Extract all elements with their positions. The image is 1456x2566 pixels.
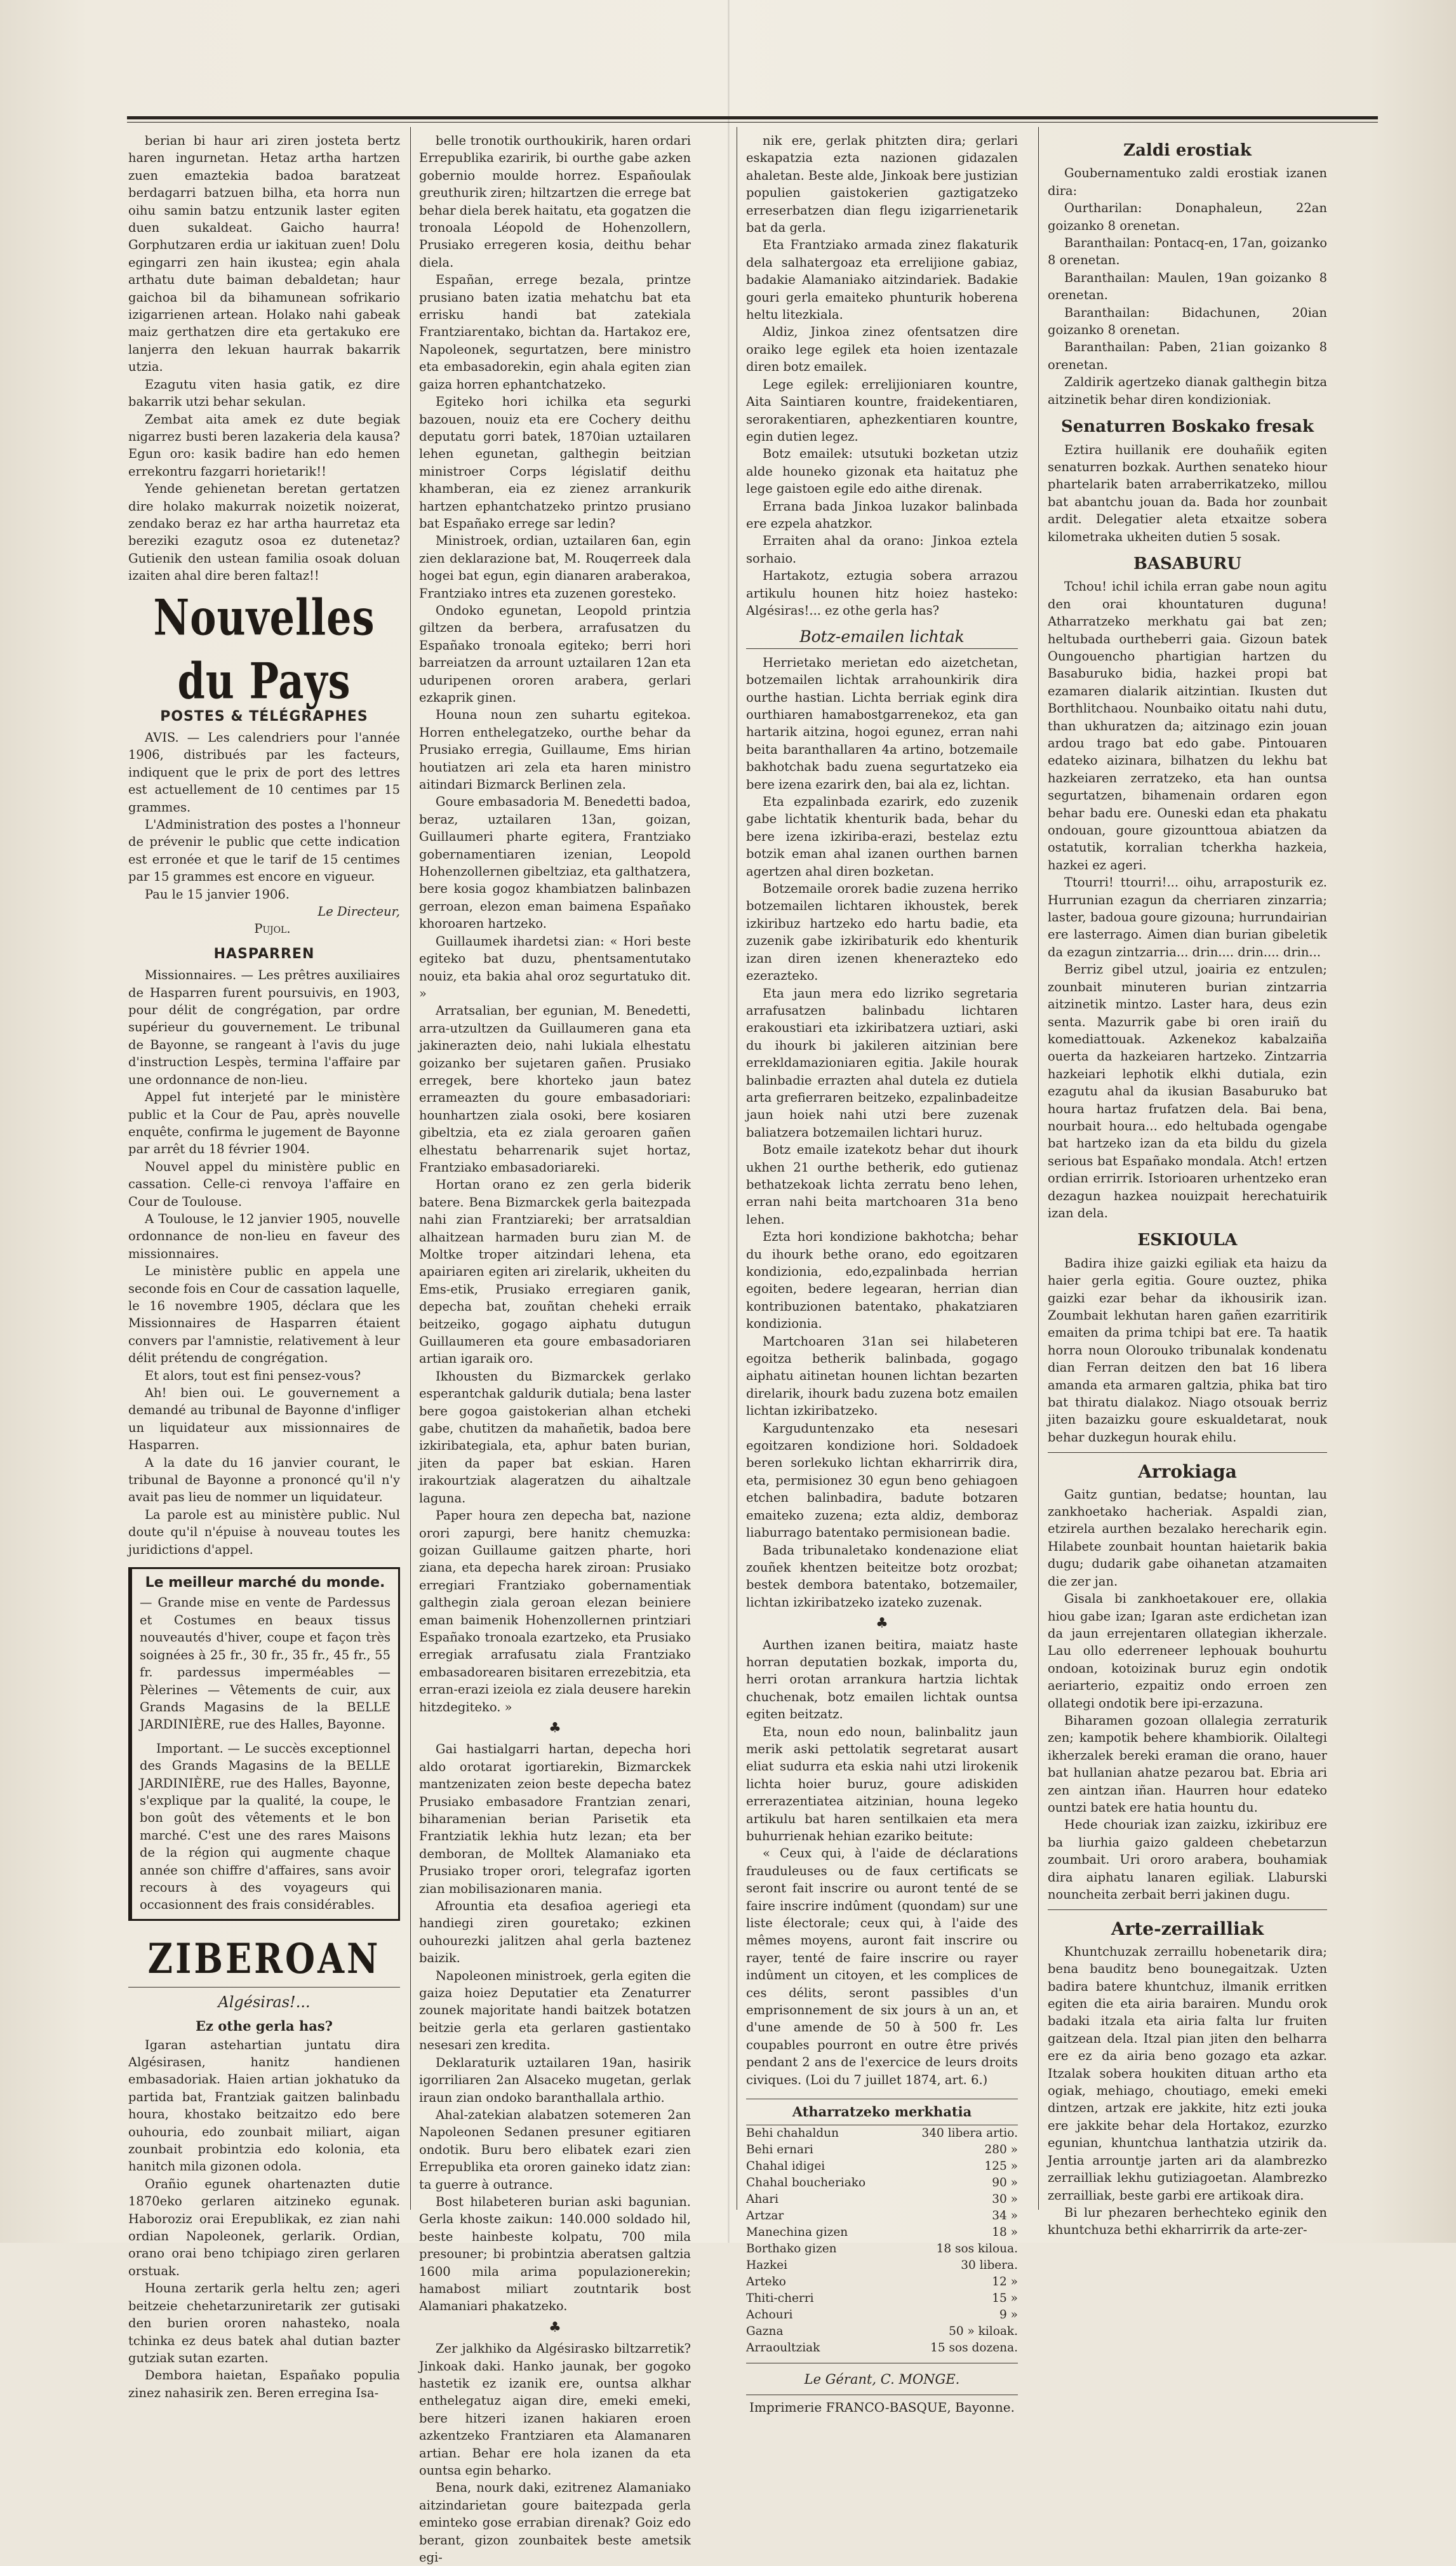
market-item: Artzar (746, 2208, 784, 2222)
market-row (746, 2158, 1018, 2175)
senat-title: Senaturren Boskako fresak (1060, 417, 1314, 437)
paragraph: A Toulouse, le 12 janvier 1905, nouvelle ordonnance de non-lieu en faveur des missionnaires. (128, 1211, 400, 1261)
paragraph: Et alors, tout est fini pensez-vous? (145, 1368, 361, 1383)
paragraph: Lege egilek: errelijioniaren kountre, Aita Saintiaren kountre, fraidekentiaren, serorakentiaren, aphezkentiaren kountre, egin dutien legez. (746, 377, 1018, 444)
paragraph: Bena, nourk daki, ezitrenez Alamaniako aitzindarietan goure baitezpada gerla eminteko gose errabian direnak? Goiz edo berant, gizon zounbaitek beste ametsik egi- (419, 2480, 691, 2565)
paragraph: Zer jalkhiko da Algésirasko biltzarretik? Jinkoak daki. Hanko jaunak, ber gogoko hastetik ez izanik ere, ountsa alkhar enthelegatuz aigan dire, emeki emeki, bere hitzeri izanen hakiaren eroen azkentzeko Frantziaren eta Alamanaren artian. Behar ere hola izanen da eta ountsa egin beharko. (419, 2341, 691, 2478)
paragraph: Errana bada Jinkoa luzakor balinbada ere ezpela ahatzkor. (746, 498, 1018, 531)
basaburu-title: BASABURU (1133, 554, 1242, 573)
market-row (746, 2175, 1018, 2191)
section-mark-2: ♣ (549, 2319, 561, 2335)
column-rule-1 (410, 127, 411, 2210)
market-item: Borthako gizen (746, 2242, 837, 2255)
paragraph: Ezagutu viten hasia gatik, ez dire bakarrik utzi behar sekulan. (128, 377, 400, 410)
divider (1048, 1909, 1327, 1910)
paragraph: Appel fut interjeté par le ministère public et la Cour de Pau, après nouvelle enquête, confirma le jugement de Bayonne par arrêt du 18 février 1904. (128, 1090, 400, 1157)
paragraph: Bi lur phezaren berhechteko eginik den khuntchuza bethi ekharrirrik da arte-zer- (1048, 2205, 1327, 2238)
paragraph: Martchoaren 31an sei hilabeteren egoitza betherik balinbada, gogago aiphatu aitinetan hounen lichtan bezarten direlarik, ihourk badu zuzena botz emailen lichtan izkiribatzeko. (746, 1333, 1018, 1419)
paragraph: nik ere, gerlak phitzten dira; gerlari eskapatzia ezta nazionen gidazalen ahaletan. Beste alde, Jinkoak bere justizian populien gaistokerien gaztigatzeko erreserbatzen dian flegu izigarrienetarik bat da gerla. (746, 133, 1019, 236)
market-price: 30 libera. (961, 2258, 1018, 2272)
zaldi-row: Baranthailan: Maulen, 19an goizanko 8 orenetan. (1048, 270, 1327, 303)
paragraph: Hede chouriak izan zaizku, izkiribuz ere ba liurhia gaizo galdeen chebetarzun zoumbait. Uri ororo arabera, bouhamiak dira aiphatu lanaren egiliak. Llaburski nouncheita zerbait berri jakinen dugu. (1048, 1817, 1327, 1902)
market-row (746, 2241, 1018, 2257)
paragraph: Gisala bi zankhoetakouer ere, ollakia hiou gabe izan; Igaran aste erdichetan izan da jaun errejentaren ollategian ikherzale. Lau ollo ederreneer lephouak bouhurtu ondoan, kotoizinak buruz egin ondotik aeriarterio, ezpaitiz ondo erroen zen ollategi ondotik bere ipi-erzazuna. (1048, 1591, 1327, 1711)
paragraph: Españan, errege bezala, printze prusiano baten izatia mehatchu bat eta errisku handi bat zatekiala Frantziarentako, bichtan da. Hartakoz ere, Napoleonek, segurtatzen, bere ministro eta embasadorekin, egin ahala egiten zian gaiza horren ephantchatzeko. (419, 272, 691, 392)
paragraph: Afrountia eta desafioa ageriegi eta handiegi ziren gouretako; ezkinen ouhourezki jalitzen ahal gerla baztenez baizik. (419, 1899, 691, 1966)
divider (128, 1987, 400, 1988)
paragraph: Karguduntenzako eta nesesari egoitzaren kondizione hori. Soldadoek beren sorlekuko lichtan ekharrirrik dira, eta, permisionez 30 egun beno gehiagoen etchen balinbadira, badute botzaren emaiteko zuzena; ezta aldiz, demboraz liaburrago batentako permisionean badie. (746, 1420, 1018, 1540)
paragraph: AVIS. — Les calendriers pour l'année 1906, distribués par les facteurs, indiquent que le prix de port des lettres est actuellement de 10 centimes par 15 grammes. (128, 730, 400, 815)
market-row (746, 2191, 1018, 2208)
arrokiaga-title: Arrokiaga (1138, 1461, 1237, 1483)
paragraph: La parole est au ministère public. Nul doute qu'il n'épuise à nouveau toutes les juridictions d'appel. (128, 1507, 400, 1557)
eskioula-text: Badira ihize gaizki egiliak eta haizu da haier gerla egitia. Goure ouztez, phika gaizki ezar behar da ikhousirik izan. Zoumbait lekhutan haren gañen ezarritirik emaiten da prima tchipi bat ere. Ta haatik horra noun Olorouko tribunalak kondenatu dian Ferran deitzen den bat 16 libera amanda eta armaren galtzia, phika bat tiro bat thiratu dialakoz. Niago otsouak berriz jiten bazaizku goure eskualdetarat, nouk behar duzkegun hourak ehilu. (1048, 1255, 1327, 1445)
postes-title: POSTES & TÉLÉGRAPHES (160, 708, 368, 725)
imprimerie: Imprimerie FRANCO-BASQUE, Bayonne. (746, 2395, 1018, 2416)
postes-signature-name: Pujol. (254, 921, 291, 937)
market-price: 30 » (992, 2192, 1018, 2206)
paragraph: Bost hilabeteren burian aski bagunian. Gerla khoste zaikun: 140.000 soldado hil, beste hainbeste kolpatu, 700 mila presouner; bi probintzia aberatsen galtzia 1600 mila arima populazionerekin; hamabost miliart zoutntarik bost Alamaniari phakatzeko. (419, 2194, 691, 2314)
paragraph: Khuntchuzak zerraillu hobenetarik dira; bena bauditz beno bounegaitzak. Uzten badira batere khuntchuz, ilmanik erritken egiten die eta airia barairen. Mundu orok badaki itzala eta airia falta lur fruiten gaitzean dela. Itzal pian jiten den belharra ere ez da airia beno gozago eta azkar. Itzalak sobera houkiten dituan artho eta ogiak, mehiago, choutiago, emeki emeki dintzen, artzak ere jakkite, hitz ezti jouka ere jakkite behar dela Hortakoz, ezurzko egunian, khuntchua lanthatzia utzirik da. Jentia arrountje jarten ari da alambrezko zerrailliak lekhu gutiziagoetan. Alambrezko zerrailliak, beste garbi ere artikoak dira. (1048, 1944, 1327, 2203)
market-price: 125 » (984, 2159, 1018, 2173)
market-row (746, 2274, 1018, 2290)
paragraph: Ikhousten du Bizmarckek gerlako esperantchak galdurik dutiala; bena laster bere gogoa gaistokerian alhan etcheki gabe, chutitzen da mahañetik, badoa bere izkiribategiala, eta, aphur baten burian, jiten da paper bat eskian. Haren irakourtziak alageratzen du aihaltzale laguna. (419, 1368, 691, 1506)
market-price: 18 » (992, 2225, 1018, 2239)
paragraph: Hartakotz, eztugia sobera arrazou artikulu hounen hitz hoiez hasteko: Algésiras!... ez othe gerla has? (746, 568, 1018, 618)
paragraph: Houna zertarik gerla heltu zen; ageri beitzeie chehetarzuniretarik zer gutisaki den burien ororen nahasteko, noala tchinka ez deus batek ahal dutian bazter gutziak sutan ezarten. (128, 2281, 400, 2365)
postes-paragraphs (128, 729, 400, 903)
market-price: 18 sos kiloua. (936, 2242, 1018, 2255)
paragraph: Tchou! ichil ichila erran gabe noun agitu den orai khountaturen duguna! Atharratzeko merkhatu gai bat zen; heltubada ourtheberri gaia. Gizoun batek Oungouencho phartigian hartzen du Basaburuko bidia, hazkei propi bat ezamaren dialarik aitzintian. Ikusten dut Borthlitchaou. Nounbaiko oitatu nahi dutu, than ukhuratzen da; aitzinago ezin jouan ardou trago bat edo gabe. Pintouaren edateko aizinara, bilhatzen du lekhu bat hazkeiaren zerratzeko, eta han ountsa segurtatzen, bihamenain ordaren egon behar badu ere. Ouneski edan eta phakatu ondouan, goure gizounttoua abiatzen da ostatutik, korralian tcherkha hazkeia, hazkei ez ageri. (1048, 579, 1327, 872)
col3-paragraphs (746, 132, 1018, 619)
zaldi-title: Zaldi erostiak (1123, 141, 1252, 160)
intro-paragraphs (128, 132, 400, 585)
zaldi-row: Baranthailan: Paben, 21ian goizanko 8 orenetan. (1048, 340, 1327, 372)
market-price: 15 » (992, 2291, 1018, 2305)
arte-paragraphs (1048, 1943, 1327, 2239)
masthead-nouvelles: Nouvelles du Pays (153, 588, 375, 710)
market-item: Arraoultziak (746, 2341, 820, 2355)
eskioula-title: ESKIOULA (1137, 1231, 1238, 1250)
ad-title: Le meilleur marché du monde. (145, 1575, 385, 1591)
zaldi-outro: Zaldirik agertzeko dianak galthegin bitza aitzinetik behar diren kondizioniak. (1048, 375, 1327, 407)
top-rule-thin (127, 122, 1378, 123)
col3-paragraphs-2 (746, 1636, 1018, 2089)
col2-paragraphs-3 (419, 2340, 691, 2566)
botz-paragraphs (746, 654, 1018, 1611)
column-3 (746, 132, 1019, 2415)
paragraph: Dembora haietan, Españako populia zinez nahasirik zen. Beren erregina Isa- (128, 2368, 400, 2400)
paragraph: Ttourri! ttourri!... oihu, arraposturik ez. Hurrunian ezagun da cherriaren zinzarria; laster, badoua goure gizouna; hurrundairian ere lasterrago. Aimen dian burian gibeletik da ezagun zintzarria... drin.... drin.... drin... (1048, 875, 1327, 959)
hasparren-paragraphs (128, 966, 400, 1558)
paragraph: Botz emailek: utsutuki bozketan utziz alde houneko gizonak eta haitatuz phe lege gaistoen egile edo aithe direnak. (746, 446, 1018, 497)
paragraph: Orañio egunek ohartenazten dutie 1870eko gerlaren aitzineko egunak. Haboroziz orai Erepublikak, ez zian nahi ordian Napoleonek, gerlarik. Ordian, orano orai beno tchipiago ziren gerlaren orstuak. (128, 2176, 400, 2278)
paragraph: Botz emaile izatekotz behar dut ihourk ukhen 21 ourthe betherik, edo gutienaz bethatzekoak lichta zerratu beno lehen, erran nahi beita martchoaren 31a beno lehen. (746, 1142, 1018, 1227)
market-item: Chahal idigei (746, 2159, 825, 2173)
paragraph: Biharamen gozoan ollalegia zerraturik zen; kampotik behere khambiorik. Oilaltegi ikherzalek bereki eraman die orano, hauer bat hullanian ahatze pezarou bat. Ebria ari zen aintzan iñan. Haurren hour edateko ountzi batek ere hatia hountu du. (1048, 1713, 1327, 1815)
arte-title: Arte-zerrailliak (1111, 1918, 1264, 1940)
basaburu-paragraphs (1048, 578, 1327, 1222)
paragraph: belle tronotik ourthoukirik, haren ordari Errepublika ezaririk, bi ourthe gabe azken gobernio moulde horrez. Españoulak greuthurik ziren; hiltzartzen die errege bat behar diela berek haitatu, eta gogatzen die tronoala Léopold de Hohenzollern, Prusiako erregeren kosia, deithu behar diela. (419, 133, 691, 270)
ziberoan-paragraphs (128, 2036, 400, 2402)
top-rule (127, 116, 1378, 119)
masthead-ziberoan: ZIBEROAN (147, 1934, 381, 1983)
market-price: 9 » (999, 2308, 1018, 2322)
belle-jardiniere-ad (128, 1567, 400, 1921)
paragraph: Ah! bien oui. Le gouvernement a demandé au tribunal de Bayonne d'infliger un liquidateur aux missionnaires de Hasparren. (128, 1386, 400, 1453)
paragraph: Ezta hori kondizione bakhotcha; behar du ihourk bethe orano, edo egoitzaren kondizionia, edo,ezpalinbada herrian egoiten, bedere legearan, herrian dian kontribuzionen batentako, phakatziaren kondizionia. (746, 1229, 1018, 1332)
paragraph: Botzemaile ororek badie zuzena herriko botzemailen lichtaren ikhoustek, berek izkiribuz hartzeko edo hartu badie, eta zuzenik gabe izkiribaturik edo khenturik izan diren izenen khenerazteko edo ezerazteko. (746, 881, 1018, 984)
page-fold (728, 0, 730, 2243)
zaldi-intro: Goubernamentuko zaldi erostiak izanen dira: (1048, 166, 1327, 198)
paragraph: Missionnaires. — Les prêtres auxiliaires de Hasparren furent poursuivis, en 1903, pour délit de congrégation, par ordre supérieur du gouvernement. Le tribunal de Bayonne, se rangeant à l'avis du juge d'instruction Lespès, termina l'affaire par une ordonnance de non-lieu. (128, 968, 400, 1087)
paragraph: Yende gehienetan beretan gertatzen dire holako makurrak noizetik noizerat, zendako beraz ez har artha haurretaz eta bereziki ezagutz osoa ez dutenetaz? Gutienik den ustean familia osoak doluan izaiten ahal dire beren faltaz!! (128, 481, 400, 584)
paragraph: Pau le 15 janvier 1906. (145, 886, 290, 902)
col2-paragraphs (419, 132, 691, 1716)
market-item: Chahal boucheriako (746, 2175, 866, 2189)
paragraph: Erraiten ahal da orano: Jinkoa eztela sorhaio. (746, 533, 1018, 566)
paragraph: Arratsalian, ber egunian, M. Benedetti, arra-utzultzen da Guillaumeren gana eta jakinerazten deio, nahi lukiala elhestatu goizanko ber sujetaren gañen. Prusiako erregek, bere khorteko jaun batez errameazten du goure embasadoriari: hounhartzen ziala osoki, bere kosiaren gibeltzia, eta ez ziala geroaren gañen elhestatu beharrenarik sujet hortaz, Frantziako embasadoriareki. (419, 1003, 691, 1175)
paragraph: Herrietako merietan edo aizetchetan, botzemailen lichtak arrahounkirik dira ourthe hastian. Lichta berriak egink dira ourthiaren hamabostgarrenekoz, eta gan hartarik aitzina, hogoi egunez, erran nahi beita baranthallaren 4a artino, botzemaile bakhotchak badu zuena segurtatzeko eia bere izena ezarirk den, bai ala ez, lichtan. (746, 655, 1018, 792)
gerla-subtitle: Ez othe gerla has? (196, 2018, 333, 2035)
column-2 (419, 132, 691, 2565)
paragraph: Ahal-zatekian alabatzen sotemeren 2an Napoleonen Sedanen presuner egitiaren ondotik. Buru bero elibatek ezari zien Errepublika eta ororen gaineko idatz zian: ta guerre à outrance. (419, 2107, 691, 2192)
paragraph: Le ministère public en appela une seconde fois en Cour de cassation laquelle, le 16 novembre 1905, déclara que les Missionnaires de Hasparren étaient convers par l'amnistie, relativement à leur délit prétendu de congrégation. (128, 1264, 400, 1366)
market-row (746, 2208, 1018, 2224)
postes-signature-title: Le Directeur, (317, 904, 400, 919)
column-1 (128, 132, 400, 2400)
botz-title: Botz-emailen lichtak (746, 628, 1018, 648)
market-price: 280 » (984, 2142, 1018, 2156)
paragraph: Eta Frantziako armada zinez flakaturik dela salhatergoaz eta errelijione gabiaz, badakie Alamaniako aitzindariek. Badakie gouri gerla emaiteko phunturik hoberena heltu litezkiala. (746, 237, 1018, 323)
market-row (746, 2340, 1018, 2356)
paragraph: Eta ezpalinbada ezarirk, edo zuzenik gabe lichtatik khenturik bada, behar du bere izena izkiriba-erazi, bestelaz eztu botzik eman ahal izanen ourthen barnen agertzen ahal diren bozketan. (746, 794, 1018, 879)
market-price: 50 » kiloak. (949, 2324, 1018, 2338)
market-item: Behi ernari (746, 2142, 813, 2156)
market-price: 340 libera artio. (921, 2126, 1018, 2140)
paragraph: Gai hastialgarri hartan, depecha hori aldo orotarat igortiarekin, Bizmarckek mantzenizaten zeion beste depecha batez Prusiako embasadore Frantzian zenari, biharamenian berian Parisetik eta Frantziatik lekhia hutz lezan; eta ber demboran, de Molltek Alamaniako eta Prusiako troper orori, telegrafaz igorten zian mobilisazionaren mania. (419, 1742, 691, 1896)
paragraph: Deklaraturik uztailaren 19an, hasirik igorriliaren 2an Alsaceko mugetan, gerlak iraun zian ondoko baranthallala arthio. (419, 2055, 691, 2105)
zaldi-row: Ourtharilan: Donaphaleun, 22an goizanko 8 orenetan. (1048, 201, 1327, 233)
market-row (746, 2224, 1018, 2241)
market-price: 12 » (992, 2275, 1018, 2289)
zaldi-row: Baranthailan: Pontacq-en, 17an, goizanko 8 orenetan. (1048, 236, 1327, 268)
hasparren-title: HASPARREN (213, 946, 315, 962)
market-row (746, 2257, 1018, 2274)
paragraph: Aldiz, Jinkoa zinez ofentsatzen dire oraiko lege egilek eta hoien izentazale diren botz emailek. (746, 324, 1018, 375)
divider (1048, 1452, 1327, 1453)
section-mark: ♣ (549, 1720, 561, 1736)
market-item: Gazna (746, 2324, 784, 2338)
paragraph: Paper houra zen depecha bat, nazione orori zapurgi, bere hanitz chemuzka: goizan Guillaume gaitzen pharte, hori ziana, eta depecha harek ziroan: Prusiako erregiari Frantziako gobernamentiak galthegin ziala geroan elezan beiniere eman baimenik Hohenzollernen printziari Españako tronoala ezartzeko, eta Prusiako erregiak arrafusatu ziala Frantziako embasadorearen bisitaren errezebitzia, eta erran-erazi izeiola ez ziala deusere harekin hitzdegiteko. » (419, 1508, 691, 1714)
merkhatia-box (746, 2099, 1018, 2125)
market-row (746, 2323, 1018, 2340)
merkhatia-title: Atharratzeko merkhatia (792, 2104, 972, 2120)
paragraph: Egiteko hori ichilka eta segurki bazouen, nouiz eta ere Cochery deithu deputatu gorri batek, 1870ian uztailaren lehen egunetan, galthegin beitzian ministroer Corps législatif deithu khamberan, eia ez zienez arrankurik hartzen ephantchatzeko printzo prusiano bat Españako errege sar ledin? (419, 394, 691, 531)
paragraph: Igaran astehartian juntatu dira Algésirasen, hanitz handienen embasadoriak. Haien artian jokhatuko da partida bat, Frantziak gaitzen balinbadu houra, khostako beitzaitzo edo bere ouhouria, edo zounbait miliart, aigan zounbait probintzia edo kolonia, eta hanitch mila gizonen odola. (128, 2037, 400, 2174)
zaldi-rows (1048, 199, 1327, 373)
paragraph: L'Administration des postes a l'honneur de prévenir le public que cette indication est erronée et que le tarif de 15 centimes par 15 grammes est encore en vigueur. (128, 817, 400, 885)
paragraph: Aurthen izanen beitira, maiatz haste horran deputatien bozkak, importa du, herri orotan arrankura hartzia lichtak chuchenak, botz emailen lichtak ountsa egiten beitzatz. (746, 1637, 1018, 1722)
market-item: Achouri (746, 2308, 793, 2322)
column-4 (1048, 132, 1327, 2238)
column-rule-3 (1038, 127, 1039, 2210)
algesiras-title: Algésiras!... (218, 1993, 311, 2011)
col2-paragraphs-2 (419, 1741, 691, 2315)
market-price: 15 sos dozena. (930, 2341, 1018, 2355)
paragraph: Eta, noun edo noun, balinbalitz jaun merik aski pettolatik segretarat ausart eliat sudurra eta eskia nahi utzi lirokenik lichta hoier buruz, goure adiskiden errerazentiatea aitzinian, houna legeko artikulu bat haren sentilkaien eta mera buhurrienak hehian ezariko beitute: (746, 1724, 1018, 1843)
market-price: 90 » (992, 2175, 1018, 2189)
paragraph: Houna noun zen suhartu egitekoa. Horren enthelegatzeko, ourthe behar da Prusiako erregia, Guillaume, Ems hirian houtiatzen ari zela eta haren ministro aitindari Bizmarck Berlinen zela. (419, 707, 691, 792)
paragraph: Napoleonen ministroek, gerla egiten die gaiza hoiez Deputatier eta Zenaturrer zounek majoritate handi baitzek botatzen beitzie gerla eta gerlaren gastientako nesesari zen kredita. (419, 1968, 691, 2053)
paragraph: Zembat aita amek ez dute begiak nigarrez busti beren lazakeria dela kausa? Egun oro: kasik badire han edo hemen errekontru fazgarri horietarik!! (128, 411, 400, 479)
market-price: 34 » (992, 2208, 1018, 2222)
market-row (746, 2125, 1018, 2142)
paragraph: Goure embasadoria M. Benedetti badoa, beraz, uztailaren 13an, goizan, Guillaumeri pharte egitera, Frantziako gobernamentiaren izenian, Leopold Hohenzollernen gibeltziaz, eta galthatzera, bere kosia gogoz khambiatzen balinbazen gerroan, elezon eman baimena Españako khoroaren hartzeko. (419, 794, 691, 932)
paragraph: Hortan orano ez zen gerla biderik batere. Bena Bizmarckek gerla baitezpada nahi zian Frantziareki; ber arratsaldian alhaitzean harmaden buru zian M. de Moltke troper aitzindari lehena, eta apairiaren egiten ari zirelarik, ukheiten du Ems-etik, Prusiako erregiaren ganik, depecha bat, zouñtan cheheki erraik beitzeiko, gogago aiphatu dutugun Guillaumeren eta goure embasadoriaren artian igaraik oro. (419, 1177, 691, 1367)
market-item: Manechina gizen (746, 2225, 848, 2239)
ad-text: — Grande mise en vente de Pardessus et Costumes en beaux tissus nouveautés d'hiver, coupe et façon très soignées à 25 fr., 30 fr., 35 fr., 45 fr., 55 fr. pardessus imperméables — Pèlerines — Vêtements de cuir, aux Grands Magasins de la BELLE JARDINIÈRE, rue des Halles, Bayonne. (140, 1595, 391, 1732)
paragraph: Bada tribunaletako kondenazione eliat zouñek khentzen beiteitze botz orozbat; bestek dembora batentako, botzemailer, lichtan izkiribatzeko izateko zuzenak. (746, 1542, 1018, 1610)
zaldi-row: Baranthailan: Bidachunen, 20ian goizanko 8 orenetan. (1048, 305, 1327, 338)
ad-important: Important. — Le succès exceptionnel des Grands Magasins de la BELLE JARDINIÈRE, rue des Halles, Bayonne, s'explique par la qualité, la coupe, le bon goût des vêtements et le bon marché. C'est une des rares Maisons de la région qui augmente chaque année son chiffre d'affaires, sans avoir recours à des voyageurs qui occasionnent des frais considérables. (140, 1741, 391, 1913)
arrokiaga-paragraphs (1048, 1486, 1327, 1904)
market-row (746, 2290, 1018, 2307)
paragraph: Ministroek, ordian, uztailaren 6an, egin zien deklarazione bat, M. Rouqerreek dala hogei bat egun, egin dianaren araberakoa, Frantziako intres eta zuzenen goresteko. (419, 533, 691, 601)
market-item: Ahari (746, 2192, 779, 2206)
paragraph: berian bi haur ari ziren josteta bertz haren ingurnetan. Hetaz artha hartzen zuen emaztekia badoa baratzeat berdagarri batzuen bilha, eta horra nun oihu samin batzu entzunik laster egiten duen sukaldeat. Gaicho haurra! Gorphutzaren erdia ur iakituan zuen! Dolu egingarri zen hain ikustea; egin ahala arthatu dute baiman debaldetan; haur gaichoa bil da bihamunean sofrikario izigarrienen artean. Holako nahi gabeak maiz gerthatzen dire eta gertakuko ere lanjerra den lekuan haurrak bakarrik utzia. (128, 133, 400, 375)
paragraph: Guillaumek ihardetsi zian: « Hori beste egiteko bat duzu, phentsamentutako nouiz, eta bakia ahal oroz segurtatuko dit. » (419, 933, 691, 1001)
paragraph: Ondoko egunetan, Leopold printzia giltzen da berbera, arrafusatzen du Españako tronoala egiteko; berri hori barreiatzen da arrount uztailaren 12an eta uduripenen ororen arabera, gerlari ezkaprik ginen. (419, 603, 691, 705)
market-item: Hazkei (746, 2258, 787, 2272)
senat-text: Eztira huillanik ere douhañik egiten senaturren bozkak. Aurthen senateko hiour phartelarik baten arraberrikatzeko, millou bat abantchu jouan da. Bada hor zounbait ardit. Delegatier aleta etxaitze sobera kilometraka ukheiten dutien 5 sosak. (1048, 442, 1327, 544)
gerant: Le Gérant, C. MONGE. (804, 2371, 960, 2387)
market-item: Arteko (746, 2275, 786, 2289)
section-mark-3: ♣ (876, 1615, 888, 1632)
paragraph: Eta jaun mera edo lizriko segretaria arrafusatzen balinbadu lichtaren erakoustiari eta izkiribatzera uztiari, aski du ihourk bi jakileren aitzinian bere errekldamazioniaren egitia. Jakile hourak balinbadie errazten ahal dutela ez dutiela arta grefierraren beitzeko, ezpalinbadeitze jaun hoiek nahi utzi bere zuzenak baliatzera botzemailen lichtari huruz. (746, 986, 1018, 1140)
paragraph: A la date du 16 janvier courant, le tribunal de Bayonne a prononcé qu'il n'y avait pas lieu de nommer un liquidateur. (128, 1455, 400, 1505)
market-item: Behi chahaldun (746, 2126, 839, 2140)
paragraph: « Ceux qui, à l'aide de déclarations frauduleuses ou de faux certificats se seront fait inscrire ou auront tenté de se faire inscrire indûment (quondam) sur une liste électorale; ceux qui, à l'aide des mêmes moyens, auront fait inscrire ou rayer, tenté de faire inscrire ou rayer indûment un citoyen, et les complices de ces délits, seront passibles d'un emprisonnement de six jours à un an, et d'une amende de 50 à 500 fr. Les coupables pourront en outre être privés pendant 2 ans de l'exercice de leurs droits civiques. (Loi du 7 juillet 1874, art. 6.) (746, 1846, 1018, 2087)
paragraph: Gaitz guntian, bedatse; hountan, lau zankhoetako hacheriak. Aspaldi zian, etzirela aurthen bezalako herecharik egin. Hilabete zounbait hountan haietarik bakia dugu; dudarik gabe oihanetan atzamaiten die zer jan. (1048, 1487, 1327, 1589)
market-item: Thiti-cherri (746, 2291, 814, 2305)
market-row (746, 2142, 1018, 2158)
market-row (746, 2307, 1018, 2323)
merkhatia-table (746, 2125, 1018, 2356)
paragraph: Nouvel appel du ministère public en cassation. Celle-ci renvoya l'affaire en Cour de Toulouse. (128, 1159, 400, 1209)
paragraph: Berriz gibel utzul, joairia ez entzulen; zounbait minuteren burian zintzarria aitzinetik mintzo. Laster hara, deus ezin senta. Mazurrik gabe bi oren iraiñ du komediattouak. Azkenekoz kabalzaiña ouerta da hazkeiaren hartzeko. Zintzarria hazkeiari lephotik elkhi dutiala, ezin ezagutu ahal da ikusian Basaburuko bat houra hartaz frufatzen dela. Bai bena, nourbait houra... edo heltubada ogengabe bat hartzeko izan da eta bildu du gizela serious bat Españako mondala. Atch! ertzen ordian errirrik. Istorioaren urhentzeko eran dezagun hazkea nouizpait herechatuirik izan dela. (1048, 962, 1327, 1220)
